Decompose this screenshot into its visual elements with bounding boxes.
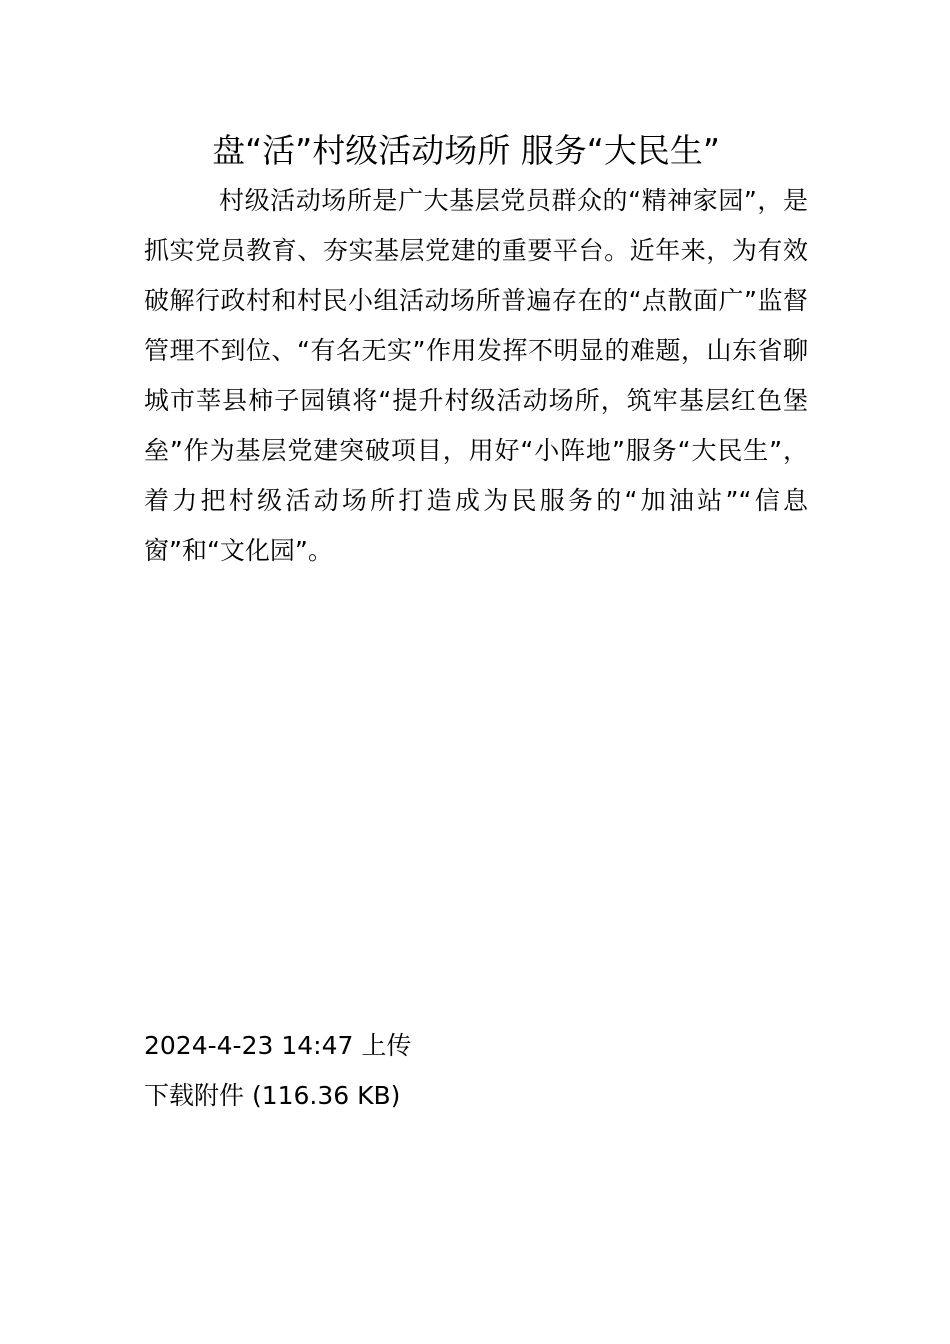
- download-attachment-link[interactable]: 下载附件 (116.36 KB): [144, 1081, 401, 1110]
- article-title: 盘“活”村级活动场所 服务“大民生”: [212, 131, 720, 170]
- upload-timestamp: 2024-4-23 14:47 上传: [144, 1031, 412, 1060]
- article-body: 村级活动场所是广大基层党员群众的“精神家园”，是抓实党员教育、夯实基层党建的重要平台。近年来，为有效破解行政村和村民小组活动场所普遍存在的“点散面广”监督管理不到位、“有名无实”作用发挥不明显的难题，山东省聊城市莘县柿子园镇将“提升村级活动场所，筑牢基层红色堡垒”作为基层党建突破项目，用好“小阵地”服务“大民生”，着力把村级活动场所打造成为民服务的“加油站”“信息窗”和“文化园”。: [144, 186, 808, 565]
